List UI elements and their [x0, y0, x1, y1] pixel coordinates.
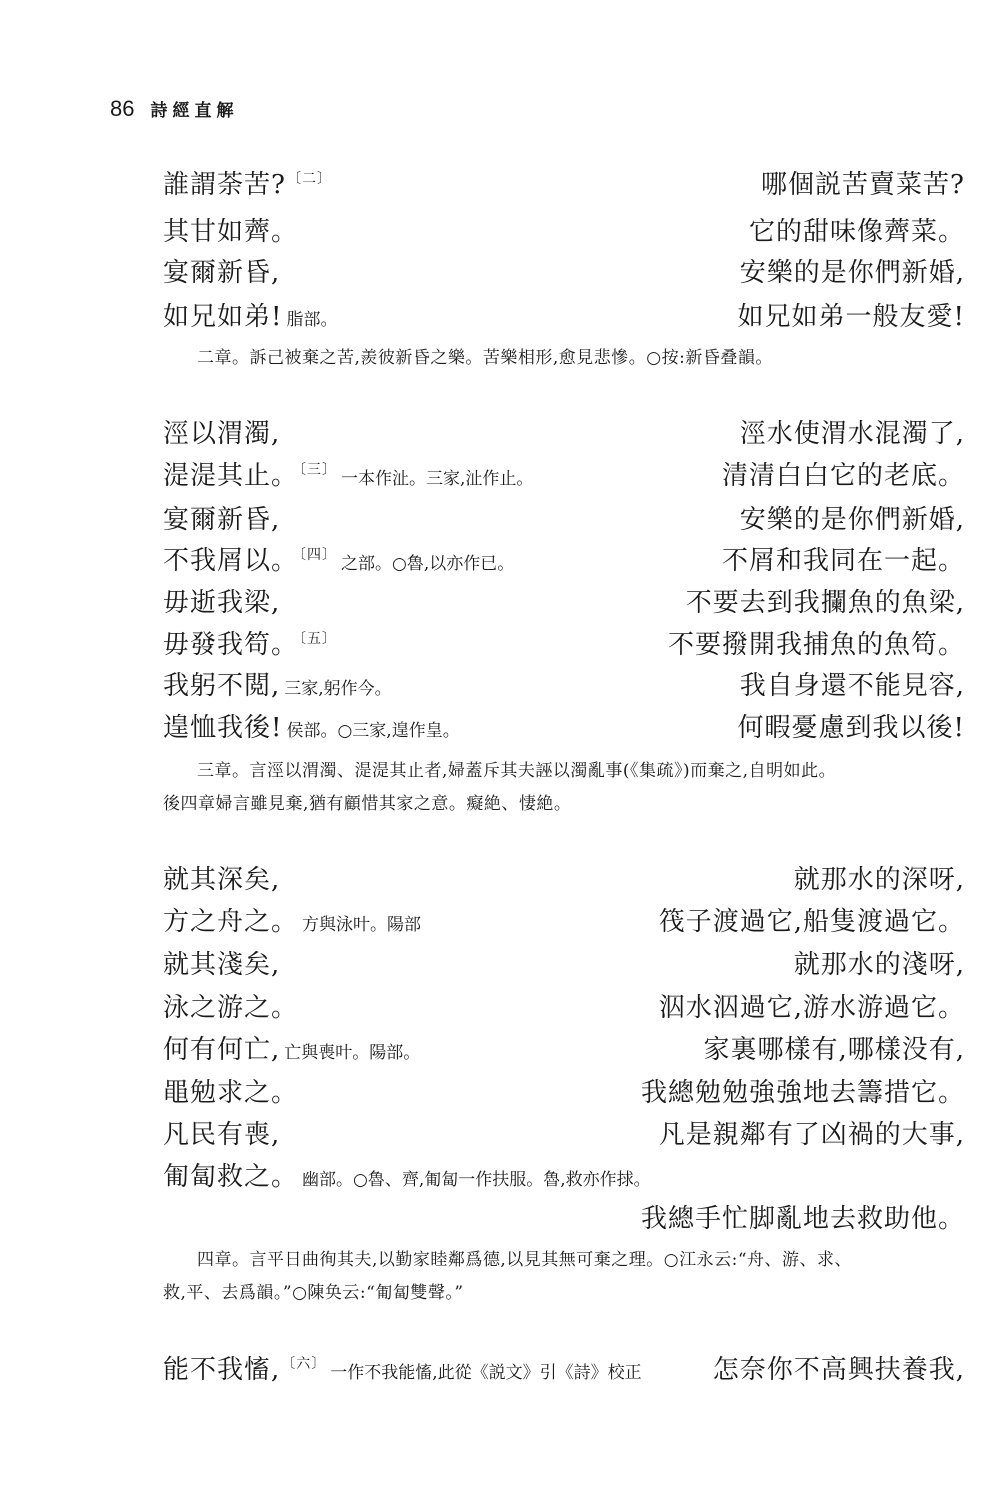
- original-text: 泳之游之。: [163, 993, 299, 1023]
- translation-text: 怎奈你不高興扶養我,: [712, 1355, 965, 1385]
- rhyme-note: 幽部。○魯、齊,匍匐一作扶服。魯,救亦作捄。: [302, 1170, 651, 1190]
- original-text: 誰謂荼苦?$^{〔二〕}$: [163, 170, 332, 200]
- chapter-comment: 三章。言涇以渭濁、湜湜其止者,婦蓋斥其夫誣以濁亂事(《集疏》)而棄之,自明如此。: [197, 761, 837, 781]
- original-text: 凡民有喪,: [163, 1120, 281, 1150]
- verse-line: [163, 414, 965, 454]
- page-header: [110, 96, 238, 122]
- translation-text: 我自身還不能見容,: [739, 671, 965, 701]
- translation-text: 哪個説苦賣菜苦?: [761, 170, 965, 200]
- rhyme-note: 脂部。: [286, 310, 338, 330]
- verse-line: [163, 165, 965, 205]
- verse-line: [163, 456, 965, 496]
- translation-text: 我總手忙脚亂地去救助他。: [640, 1204, 965, 1234]
- translation-text: 就那水的深呀,: [793, 865, 965, 895]
- verse-line: [163, 212, 965, 252]
- original-text: 就其淺矣,: [163, 950, 281, 980]
- footnote-marker: 〔二〕: [286, 171, 332, 188]
- footnote-marker: 〔三〕: [299, 462, 338, 479]
- original-text: 遑恤我後! 侯部。○三家,遑作皇。: [163, 713, 460, 743]
- verse-line: [163, 860, 965, 900]
- verse-line: [163, 666, 965, 706]
- verse-line: [163, 253, 965, 293]
- translation-text: 凡是親鄰有了凶禍的大事,: [658, 1120, 965, 1150]
- translation-text: 安樂的是你們新婚,: [739, 258, 965, 288]
- verse-line: [163, 541, 965, 581]
- original-text: 我躬不閲, 三家,躬作今。: [163, 671, 392, 701]
- verse-line: [163, 1073, 965, 1113]
- translation-text: 不屑和我同在一起。: [721, 546, 965, 576]
- rhyme-note: 亡與喪叶。陽部。: [284, 1043, 421, 1063]
- original-text: 宴爾新昏,: [163, 258, 281, 288]
- translation-text: 清清白白它的老底。: [721, 461, 965, 491]
- original-text: 不我屑以。$^{〔四〕}$ 之部。○魯,以亦作已。: [163, 546, 515, 576]
- translation-text: 就那水的淺呀,: [793, 950, 965, 980]
- verse-line: [163, 583, 965, 623]
- verse-line: [163, 500, 965, 540]
- rhyme-note: 之部。○魯,以亦作已。: [341, 554, 515, 574]
- original-text: 其甘如薺。: [163, 217, 299, 247]
- variant-note: 一作不我能慉,此從《説文》引《詩》校正: [330, 1363, 642, 1383]
- original-text: 湜湜其止。$^{〔三〕}$ 一本作沚。三家,沚作止。: [163, 461, 534, 491]
- original-text: 毋逝我梁,: [163, 588, 281, 618]
- original-text: 宴爾新昏,: [163, 505, 281, 535]
- translation-text: 泅水泅過它,游水游過它。: [658, 993, 965, 1023]
- chapter-comment: 二章。訴己被棄之苦,羨彼新昏之樂。苦樂相形,愈見悲慘。○按:新昏叠韻。: [197, 348, 773, 368]
- translation-text: 不要去到我攔魚的魚梁,: [685, 588, 965, 618]
- original-text: 如兄如弟! 脂部。: [163, 302, 338, 332]
- verse-line: [163, 988, 965, 1028]
- verse-line: [163, 1030, 965, 1070]
- verse-line: [163, 297, 965, 337]
- page-number: 86: [110, 96, 135, 121]
- verse-line: [163, 708, 965, 748]
- verse-line: [163, 1199, 965, 1239]
- verse-line: [163, 1157, 965, 1197]
- translation-text: 它的甜味像薺菜。: [748, 217, 965, 247]
- verse-line: [163, 945, 965, 985]
- verse-line: [163, 902, 965, 942]
- translation-text: 我總勉勉強強地去籌措它。: [640, 1078, 965, 1108]
- translation-text: 涇水使渭水混濁了,: [739, 419, 965, 449]
- original-text: 黽勉求之。: [163, 1078, 299, 1108]
- chapter-comment: 後四章婦言雖見棄,猶有顧惜其家之意。癡絶、悽絶。: [163, 794, 572, 814]
- chapter-comment: 救,平、去爲韻。”○陳奂云:“匍匐雙聲。”: [163, 1283, 464, 1303]
- translation-text: 不要撥開我捕魚的魚笱。: [667, 630, 965, 660]
- book-title: 詩經直解: [150, 101, 239, 121]
- translation-text: 何暇憂慮到我以後!: [737, 713, 965, 743]
- original-text: 毋發我笱。$^{〔五〕}$: [163, 630, 338, 660]
- rhyme-note: 方與泳叶。陽部: [302, 915, 422, 935]
- original-text: 涇以渭濁,: [163, 419, 281, 449]
- translation-text: 如兄如弟一般友愛!: [737, 302, 965, 332]
- verse-line: [163, 1350, 965, 1390]
- original-text: 何有何亡, 亡與喪叶。陽部。: [163, 1035, 421, 1065]
- original-text: 能不我慉,$^{〔六〕}$ 一作不我能慉,此從《説文》引《詩》校正: [163, 1355, 642, 1385]
- footnote-marker: 〔四〕: [299, 547, 338, 564]
- original-text: 就其深矣,: [163, 865, 281, 895]
- original-text: 匍匐救之。 幽部。○魯、齊,匍匐一作扶服。魯,救亦作捄。: [163, 1162, 651, 1192]
- chapter-comment: 四章。言平日曲徇其夫,以勤家睦鄰爲德,以見其無可棄之理。○江永云:“舟、游、求、: [197, 1250, 853, 1270]
- translation-text: 家裏哪樣有,哪樣没有,: [703, 1035, 965, 1065]
- rhyme-note: 侯部。○三家,遑作皇。: [286, 721, 460, 741]
- translation-text: 筏子渡過它,船隻渡過它。: [658, 907, 965, 937]
- translation-text: 安樂的是你們新婚,: [739, 505, 965, 535]
- verse-line: [163, 1115, 965, 1155]
- verse-line: [163, 625, 965, 665]
- original-text: 方之舟之。 方與泳叶。陽部: [163, 907, 422, 937]
- rhyme-note: 一本作沚。三家,沚作止。: [341, 469, 534, 489]
- rhyme-note: 三家,躬作今。: [284, 679, 392, 699]
- footnote-marker: 〔五〕: [299, 631, 338, 648]
- footnote-marker: 〔六〕: [281, 1356, 327, 1373]
